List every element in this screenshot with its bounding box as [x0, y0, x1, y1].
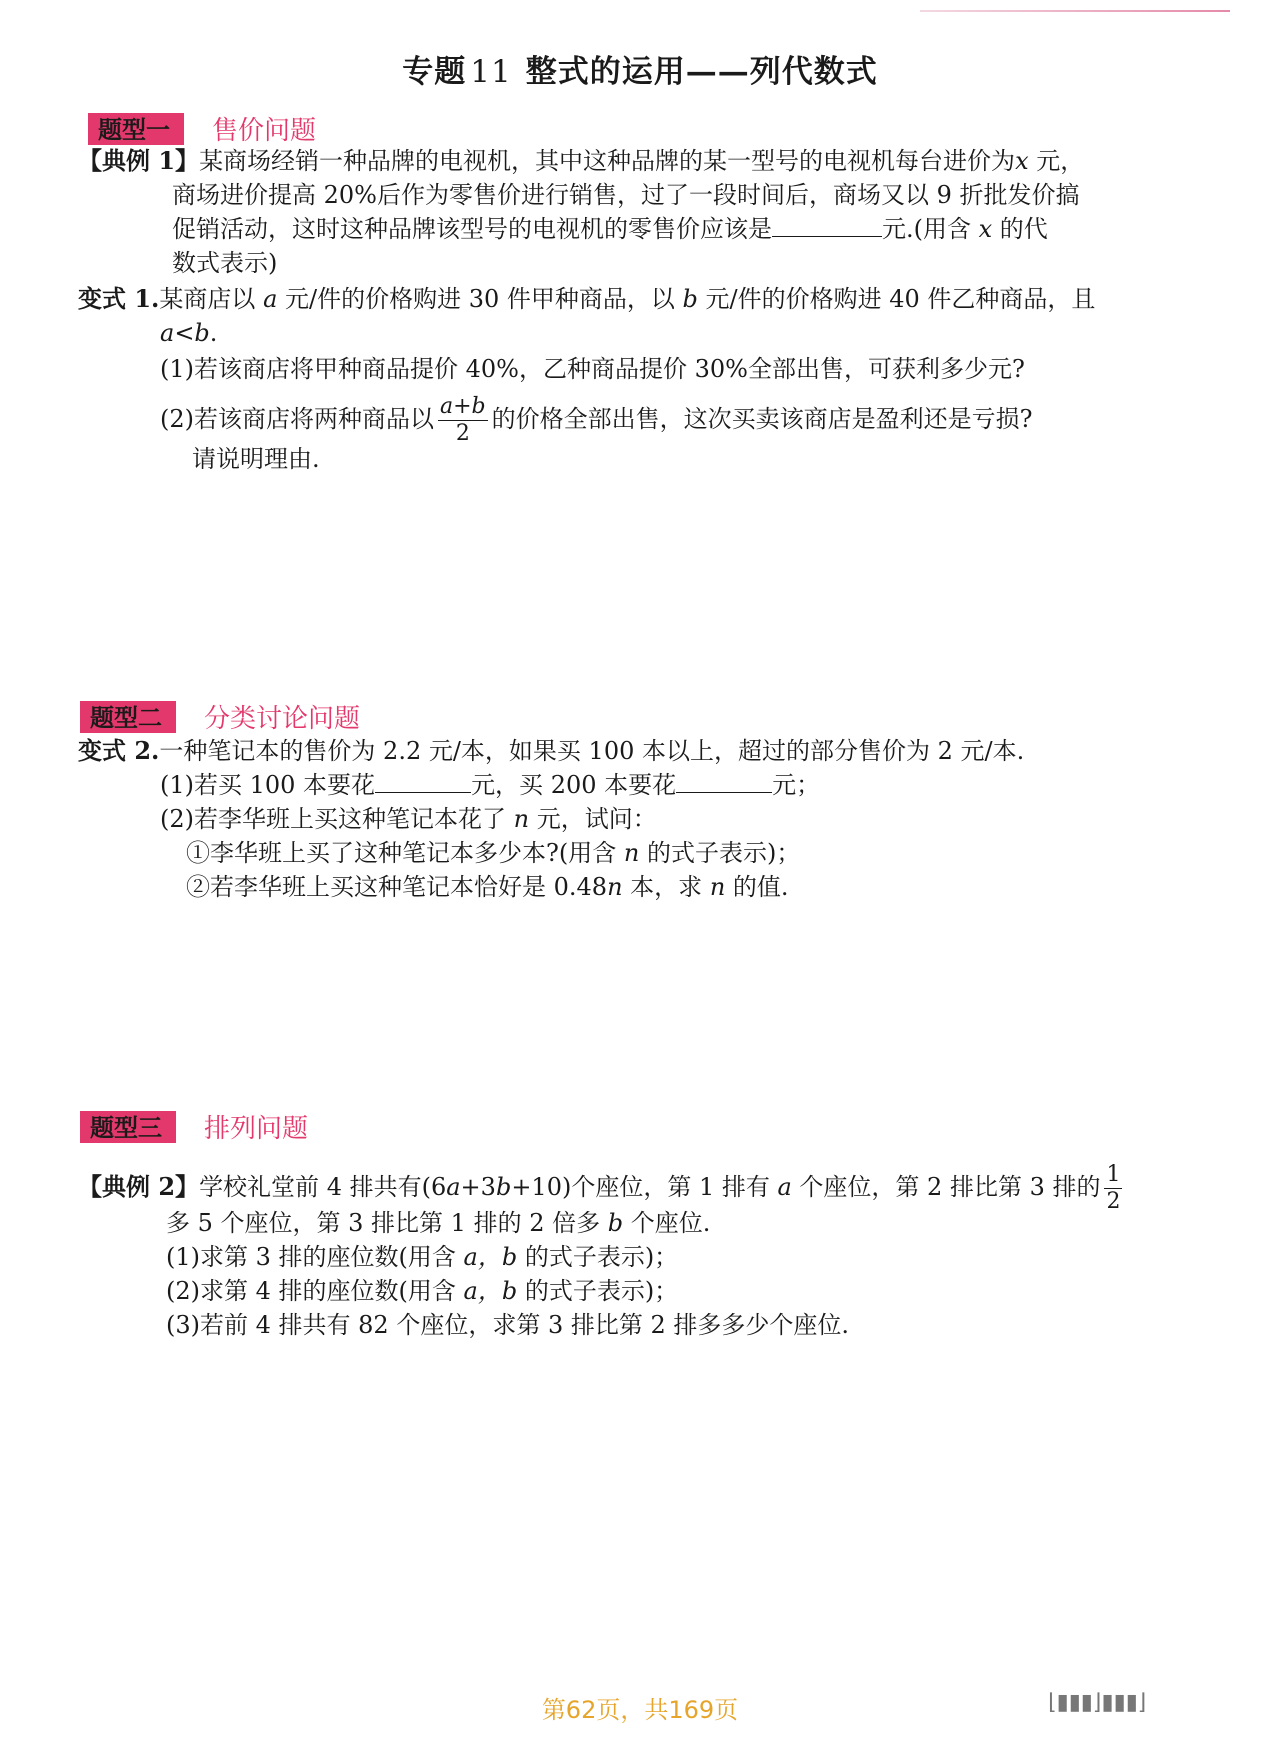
text: 一种笔记本的售价为 2.2 元/本，如果买 100 本以上，超过的部分售价为 2 元/本.	[159, 737, 1025, 765]
text: (1)若买 100 本要花	[160, 771, 376, 799]
answer-blank[interactable]	[676, 770, 772, 793]
section-2-header	[80, 698, 360, 735]
text: 本，求	[622, 873, 710, 901]
text: ②若李华班上买这种笔记本恰好是 0.48	[186, 873, 608, 901]
viewer-toolbar-icons[interactable]: ⌊▮▮▮⌋▮▮▮⌋	[1048, 1690, 1147, 1715]
text: 多 5 个座位，第 3 排比第 1 排的 2 倍多	[166, 1209, 608, 1237]
section-title: 售价问题	[212, 116, 317, 146]
section-title: 排列问题	[204, 1114, 309, 1144]
text: (2)若该商店将两种商品以	[160, 405, 434, 433]
text: 的值.	[725, 873, 789, 901]
section-badge: 题型一	[88, 113, 184, 145]
section-3-header	[80, 1108, 308, 1145]
text: 促销活动，这时这种品牌该型号的电视机的零售价应该是	[172, 215, 772, 243]
fraction-numerator: a+b	[440, 394, 486, 419]
text: 个座位，第 2 排比第 3 排的	[791, 1173, 1101, 1201]
text: 的代	[992, 215, 1048, 243]
section-1-header	[88, 110, 316, 147]
top-decor-line	[920, 10, 1230, 12]
var-n: n	[709, 873, 726, 901]
var-a: a	[160, 319, 175, 347]
example-1-line-1	[78, 144, 1084, 178]
text: (1)求第 3 排的座位数(用含	[166, 1243, 464, 1271]
text: ①李华班上买了这种笔记本多少本?(用含	[186, 839, 624, 867]
text: 元/件的价格购进 40 件乙种商品，且	[697, 285, 1096, 313]
text: 元；	[772, 771, 821, 799]
text: (2)求第 4 排的座位数(用含	[166, 1277, 464, 1305]
var-b: b	[194, 319, 210, 347]
text: 个座位.	[623, 1209, 711, 1237]
text: 元.(用含	[882, 215, 979, 243]
text: 元/件的价格购进 30 件甲种商品，以	[277, 285, 683, 313]
fraction-denominator: 2	[455, 421, 470, 446]
variant-2-part-1	[160, 768, 820, 802]
variant-label: 变式 1.	[78, 284, 160, 313]
text: +10)个座位，第 1 排有	[511, 1173, 778, 1201]
section-title: 分类讨论问题	[204, 704, 361, 734]
section-badge: 题型二	[80, 701, 176, 733]
var-a: a	[777, 1173, 792, 1201]
variant-label: 变式 2.	[78, 736, 160, 765]
variant-1-part-2-cont: 请说明理由.	[192, 445, 320, 473]
text: 某商店以	[159, 285, 264, 313]
text: 元，买 200 本要花	[471, 771, 677, 799]
title-prefix: 专题	[402, 54, 467, 90]
text: 的式子表示)；	[517, 1277, 679, 1305]
example-label: 【典例 1】	[78, 146, 200, 175]
variant-2-question-2	[186, 870, 789, 904]
var-x: x	[1015, 147, 1029, 175]
variant-1-part-2	[160, 394, 1033, 447]
var-n: n	[607, 873, 623, 901]
text: 的价格全部出售，这次买卖该商店是盈利还是亏损?	[491, 405, 1033, 433]
text: 的式子表示)；	[639, 839, 801, 867]
var-x: x	[978, 215, 993, 243]
fraction-a-plus-b-over-2	[438, 394, 488, 447]
variant-1-line-1	[78, 282, 1095, 316]
viewer-toolbar[interactable]	[1048, 1690, 1146, 1715]
section-badge: 题型三	[80, 1111, 176, 1143]
example-2-part-1	[166, 1240, 678, 1274]
answer-blank[interactable]	[375, 770, 471, 793]
less-than: <	[174, 319, 195, 347]
text: 元，	[1028, 147, 1085, 175]
text: 某商场经销一种品牌的电视机，其中这种品牌的某一型号的电视机每台进价为	[199, 147, 1016, 175]
var-n: n	[513, 805, 530, 833]
example-1-line-4: 数式表示)	[172, 249, 278, 277]
example-2-part-2	[166, 1274, 678, 1308]
text: 的式子表示)；	[517, 1243, 679, 1271]
fraction-numerator: 1	[1106, 1162, 1121, 1187]
variant-2-question-1	[186, 836, 800, 870]
example-1-line-3	[172, 212, 1048, 246]
text: 学校礼堂前 4 排共有(6	[199, 1173, 447, 1201]
example-1-line-2: 商场进价提高 20%后作为零售价进行销售，过了一段时间后，商场又以 9 折批发价搞	[172, 181, 1080, 209]
text: +3	[460, 1173, 496, 1201]
var-a: a	[263, 285, 278, 313]
variant-1-line-2: a<b.	[160, 319, 218, 347]
fraction-one-half	[1104, 1162, 1122, 1215]
example-label: 【典例 2】	[78, 1172, 200, 1201]
example-2-part-3: (3)若前 4 排共有 82 个座位，求第 3 排比第 2 排多多少个座位.	[166, 1311, 850, 1339]
variant-2-part-2	[160, 802, 657, 836]
vars-a-b: a，b	[463, 1243, 518, 1271]
page-indicator: 第62页，共169页	[541, 1696, 739, 1724]
text: (2)若李华班上买这种笔记本花了	[160, 805, 514, 833]
page-title	[0, 46, 1280, 91]
var-a: a	[446, 1173, 461, 1201]
example-2-line-2	[166, 1206, 710, 1240]
var-b: b	[607, 1209, 624, 1237]
title-number: 11	[470, 54, 512, 90]
var-b: b	[682, 285, 698, 313]
vars-a-b: a，b	[463, 1277, 518, 1305]
fraction-denominator: 2	[1106, 1189, 1121, 1214]
title-text: 整式的运用——列代数式	[525, 54, 878, 90]
variant-1-part-1: (1)若该商店将甲种商品提价 40%，乙种商品提价 30%全部出售，可获利多少元?	[160, 355, 1025, 383]
answer-blank[interactable]	[772, 214, 882, 237]
var-n: n	[623, 839, 640, 867]
var-b: b	[495, 1173, 512, 1201]
variant-2-line-1	[78, 734, 1024, 768]
text: 元，试问：	[529, 805, 657, 833]
